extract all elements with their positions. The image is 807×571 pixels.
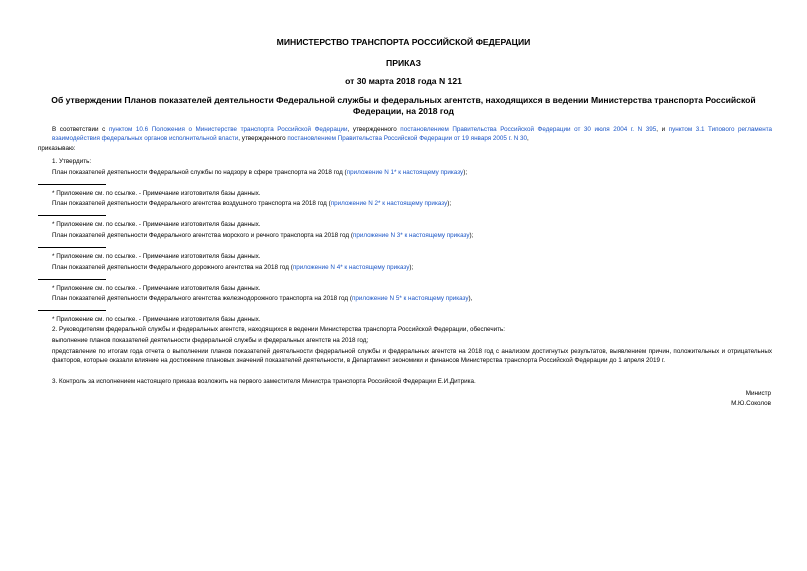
plan-end: ); xyxy=(409,264,414,271)
preamble-text-4: , утвержденного xyxy=(238,135,288,143)
signature-name: М.Ю.Соколов xyxy=(731,400,771,407)
item-2-execution: выполнение планов показателей деятельности федеральной службы и федеральных агентств на 2018 год; xyxy=(52,337,369,344)
date-number-heading: от 30 марта 2018 года N 121 xyxy=(345,76,462,86)
preamble-text-3: , и xyxy=(656,126,669,133)
plan-item xyxy=(52,231,772,240)
plan-end: ); xyxy=(469,232,474,239)
appendix-link-5[interactable]: приложение N 5* к настоящему приказу xyxy=(351,295,469,302)
footnote: * Приложение см. по ссылке. - Примечание изготовителя базы данных. xyxy=(52,190,261,197)
item-2: 2. Руководителям федеральной службы и федеральных агентств, находящихся в ведении Министерства транспорта Российской Федерации, обеспечить: xyxy=(52,326,506,333)
plan-text: План показателей деятельности Федеральной службы по надзору в сфере транспорта на 2018 год ( xyxy=(52,169,347,176)
link-government-resolution-30[interactable]: постановлением Правительства Российской Федерации от 19 января 2005 г. N 30 xyxy=(287,135,528,143)
plan-text: План показателей деятельности Федерального агентства морского и речного транспорта на 2018 год ( xyxy=(52,232,353,239)
footnote-divider xyxy=(38,310,106,311)
item-2-report: представление по итогам года отчета о выполнении планов показателей деятельности федеральной службы и федеральных агентств на 2018 год с анализом достигнутых результатов, выявлением причин, положительных и отрицательных факторов, которые оказали влияние на достижение плановых значений показателей деятельности, в Департамент экономики и финансов Министерства транспорта Российской Федерации до 1 апреля 2019 г. xyxy=(52,348,772,365)
order-word: приказываю: xyxy=(38,145,76,152)
plan-item xyxy=(52,294,772,303)
plan-item xyxy=(52,263,772,272)
item-3: 3. Контроль за исполнением настоящего приказа возложить на первого заместителя Министра транспорта Российской Федерации Е.И.Дитрика. xyxy=(52,378,476,385)
footnote-divider xyxy=(38,215,106,216)
preamble-paragraph xyxy=(52,125,772,144)
footnote-divider xyxy=(38,184,106,185)
plan-item xyxy=(52,168,772,177)
footnote-divider xyxy=(38,247,106,248)
link-typical-regulation[interactable]: пунктом 3.1 Типового регламента взаимодействия федеральных органов исполнительной власти xyxy=(52,126,773,143)
footnote: * Приложение см. по ссылке. - Примечание изготовителя базы данных. xyxy=(52,221,261,228)
plan-end: ), xyxy=(468,295,473,302)
footnote: * Приложение см. по ссылке. - Примечание изготовителя базы данных. xyxy=(52,316,261,323)
plan-end: ); xyxy=(463,169,468,176)
doc-type-heading: ПРИКАЗ xyxy=(386,58,421,68)
plan-end: ); xyxy=(447,200,452,207)
approve-item: 1. Утвердить: xyxy=(52,158,92,165)
appendix-link-3[interactable]: приложение N 3* к настоящему приказу xyxy=(352,232,470,239)
appendix-link-2[interactable]: приложение N 2* к настоящему приказу xyxy=(330,200,448,207)
plan-item xyxy=(52,199,772,208)
signature-position: Министр xyxy=(745,390,771,397)
preamble-text-2: , утвержденного xyxy=(347,126,401,133)
plan-text: План показателей деятельности Федерального агентства воздушного транспорта на 2018 год ( xyxy=(52,200,331,207)
ministry-heading: МИНИСТЕРСТВО ТРАНСПОРТА РОССИЙСКОЙ ФЕДЕРАЦИИ xyxy=(276,37,531,47)
plan-text: План показателей деятельности Федерального агентства железнодорожного транспорта на 2018 год ( xyxy=(52,295,352,302)
plan-text: План показателей деятельности Федерального дорожного агентства на 2018 год ( xyxy=(52,264,293,271)
footnote: * Приложение см. по ссылке. - Примечание изготовителя базы данных. xyxy=(52,285,261,292)
link-government-resolution-395[interactable]: постановлением Правительства Российской Федерации от 30 июля 2004 г. N 395 xyxy=(400,126,657,133)
footnote: * Приложение см. по ссылке. - Примечание изготовителя базы данных. xyxy=(52,253,261,260)
appendix-link-1[interactable]: приложение N 1* к настоящему приказу xyxy=(346,169,464,176)
preamble-text-5: , xyxy=(527,135,529,143)
appendix-link-4[interactable]: приложение N 4* к настоящему приказу xyxy=(292,264,410,271)
link-regulation-clause[interactable]: пунктом 10.6 Положения о Министерстве транспорта Российской Федерации xyxy=(108,126,348,133)
preamble-text-1: В соответствии с xyxy=(52,126,109,133)
document-title: Об утверждении Планов показателей деятельности Федеральной службы и федеральных агентств, находящихся в ведении Министерства транспорта Российской Федерации, на 2018 год xyxy=(51,95,756,116)
footnote-divider xyxy=(38,279,106,280)
